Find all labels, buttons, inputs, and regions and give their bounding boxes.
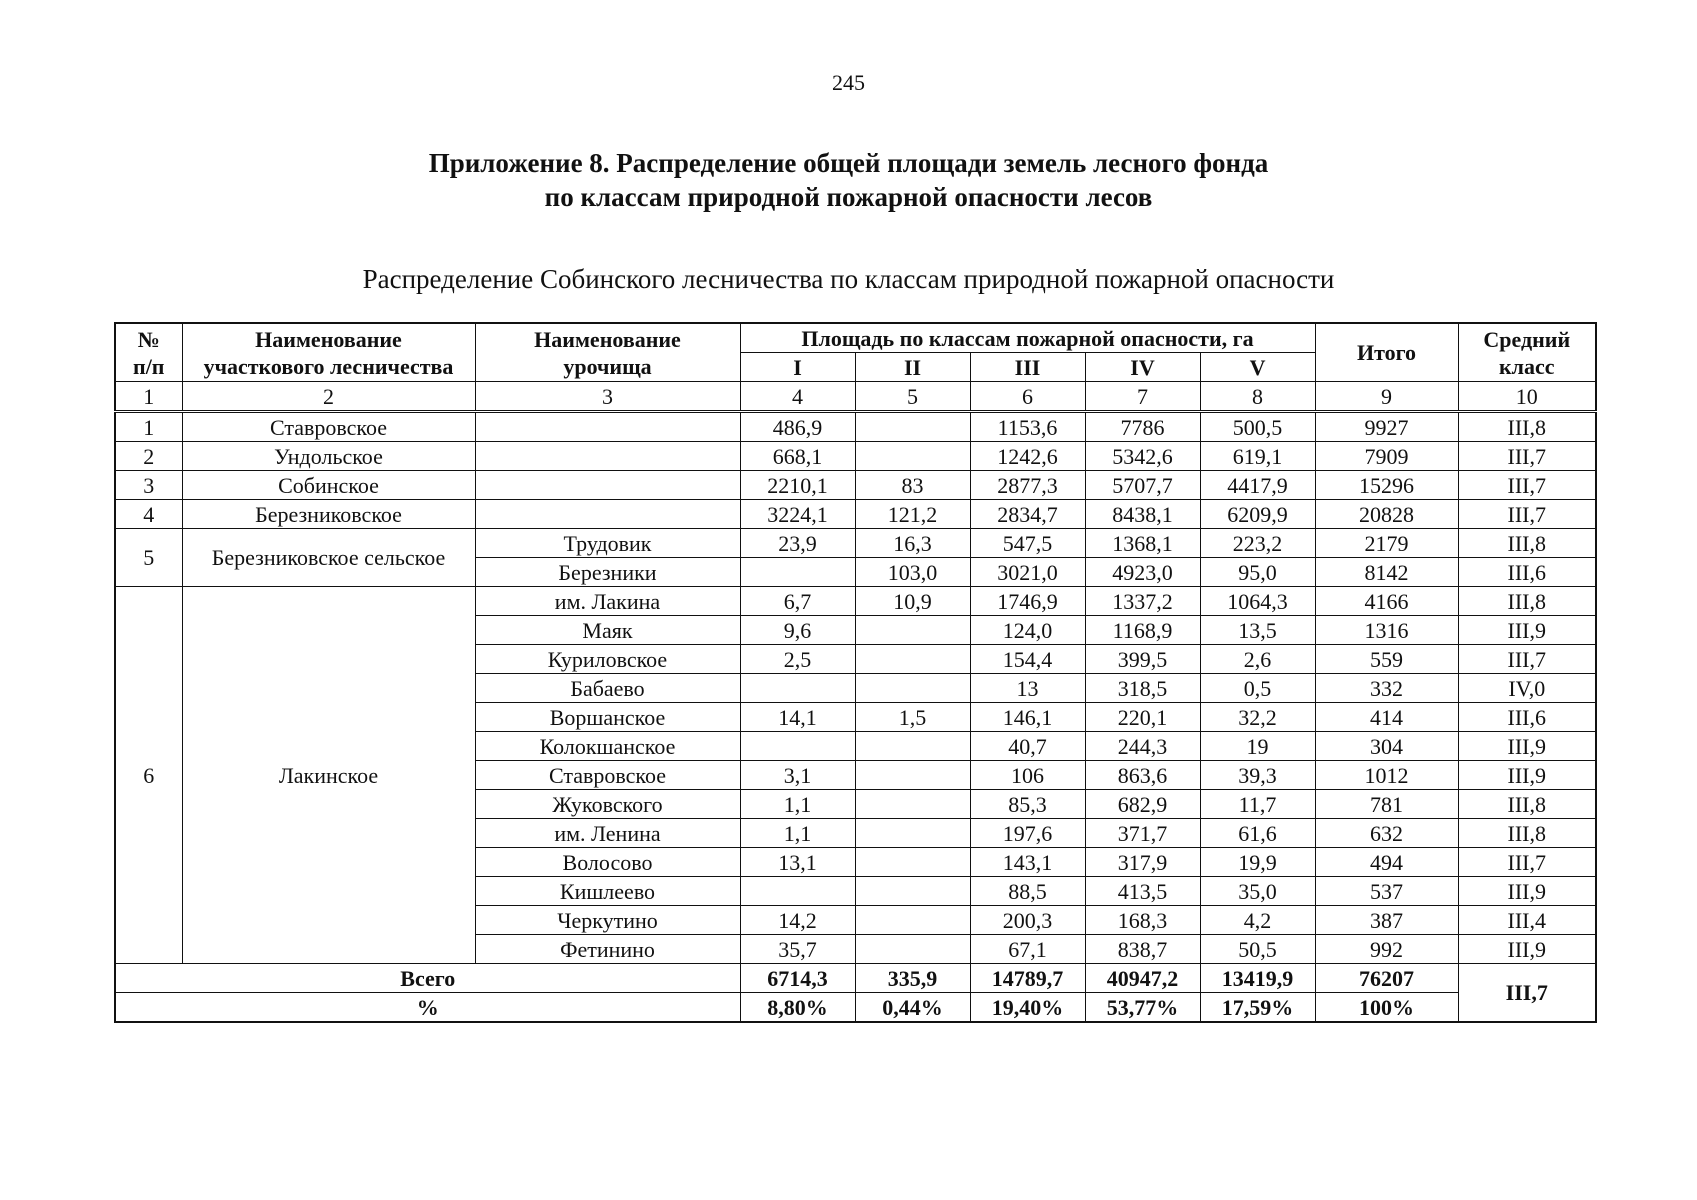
cell-class-3: 547,5 [970,529,1085,558]
percent-label: % [115,993,740,1023]
cell-class-5: 17,59% [1200,993,1315,1023]
cell-class-1 [740,558,855,587]
cell-class-5: 19 [1200,732,1315,761]
cell-class-3: 88,5 [970,877,1085,906]
cell-class-2: 0,44% [855,993,970,1023]
cell-tract [475,471,740,500]
cell-no: 5 [115,529,182,587]
cell-tract: Фетинино [475,935,740,964]
cell-class-2 [855,442,970,471]
cell-class-4: 413,5 [1085,877,1200,906]
cell-class-1: 35,7 [740,935,855,964]
cell-class-1: 14,1 [740,703,855,732]
cell-class-3: 146,1 [970,703,1085,732]
cell-class-4: 5342,6 [1085,442,1200,471]
column-number: 8 [1200,382,1315,412]
cell-class-5: 619,1 [1200,442,1315,471]
cell-tract: Воршанское [475,703,740,732]
cell-total: 7909 [1315,442,1458,471]
cell-avg: III,8 [1458,819,1596,848]
cell-class-2 [855,761,970,790]
cell-class-1: 3,1 [740,761,855,790]
cell-tract: Трудовик [475,529,740,558]
total-label: Всего [115,964,740,993]
cell-class-2: 103,0 [855,558,970,587]
cell-total: 387 [1315,906,1458,935]
cell-class-3: 143,1 [970,848,1085,877]
column-number: 2 [182,382,475,412]
cell-total: 537 [1315,877,1458,906]
cell-class-2 [855,674,970,703]
cell-class-3: 67,1 [970,935,1085,964]
cell-class-1: 486,9 [740,412,855,442]
cell-class-5: 50,5 [1200,935,1315,964]
cell-total: 1316 [1315,616,1458,645]
cell-district: Ундольское [182,442,475,471]
cell-total: 15296 [1315,471,1458,500]
cell-district: Собинское [182,471,475,500]
cell-class-2: 16,3 [855,529,970,558]
cell-avg: III,9 [1458,732,1596,761]
cell-tract [475,412,740,442]
cell-total: 2179 [1315,529,1458,558]
cell-class-2 [855,616,970,645]
cell-class-4: 317,9 [1085,848,1200,877]
cell-class-1 [740,732,855,761]
cell-class-1: 2,5 [740,645,855,674]
cell-total: 20828 [1315,500,1458,529]
cell-class-1: 6,7 [740,587,855,616]
cell-total: 76207 [1315,964,1458,993]
cell-total: 332 [1315,674,1458,703]
cell-class-2 [855,645,970,674]
cell-class-2 [855,732,970,761]
cell-class-1: 1,1 [740,819,855,848]
cell-class-4: 244,3 [1085,732,1200,761]
cell-class-4: 318,5 [1085,674,1200,703]
cell-tract: им. Ленина [475,819,740,848]
cell-class-2: 1,5 [855,703,970,732]
table-row [115,587,1596,616]
cell-total: 494 [1315,848,1458,877]
cell-no: 6 [115,587,182,964]
cell-class-3: 2877,3 [970,471,1085,500]
table-row [115,412,1596,442]
column-number: 4 [740,382,855,412]
cell-class-5: 6209,9 [1200,500,1315,529]
cell-class-5: 11,7 [1200,790,1315,819]
cell-class-4: 53,77% [1085,993,1200,1023]
cell-tract [475,442,740,471]
cell-class-3: 3021,0 [970,558,1085,587]
cell-avg: III,7 [1458,848,1596,877]
cell-total: 992 [1315,935,1458,964]
cell-class-1: 668,1 [740,442,855,471]
cell-class-2 [855,790,970,819]
cell-tract: Куриловское [475,645,740,674]
column-number: 1 [115,382,182,412]
cell-class-4: 4923,0 [1085,558,1200,587]
table-header [115,323,1596,382]
cell-class-4: 220,1 [1085,703,1200,732]
column-number: 5 [855,382,970,412]
table-row [115,529,1596,558]
header-avg-class: Средний класс [1458,323,1596,382]
cell-tract: Ставровское [475,761,740,790]
cell-avg: III,8 [1458,587,1596,616]
cell-class-5: 223,2 [1200,529,1315,558]
cell-class-5: 19,9 [1200,848,1315,877]
cell-class-4: 371,7 [1085,819,1200,848]
cell-class-2 [855,877,970,906]
cell-class-3: 200,3 [970,906,1085,935]
cell-class-5: 500,5 [1200,412,1315,442]
cell-class-4: 5707,7 [1085,471,1200,500]
cell-class-3: 40,7 [970,732,1085,761]
cell-total: 100% [1315,993,1458,1023]
cell-class-4: 1368,1 [1085,529,1200,558]
cell-avg: III,7 [1458,645,1596,674]
cell-district: Березниковское [182,500,475,529]
cell-class-1: 23,9 [740,529,855,558]
cell-class-3: 1746,9 [970,587,1085,616]
cell-class-2: 335,9 [855,964,970,993]
cell-class-3: 14789,7 [970,964,1085,993]
table-row [115,500,1596,529]
table-title: Распределение Собинского лесничества по классам природной пожарной опасности [362,264,1335,294]
cell-class-2 [855,412,970,442]
cell-avg: III,8 [1458,790,1596,819]
cell-tract: Волосово [475,848,740,877]
column-number: 6 [970,382,1085,412]
cell-tract: Черкутино [475,906,740,935]
cell-class-3: 154,4 [970,645,1085,674]
table-row [115,471,1596,500]
cell-avg: III,8 [1458,412,1596,442]
cell-class-1: 3224,1 [740,500,855,529]
cell-class-2: 10,9 [855,587,970,616]
cell-class-3: 19,40% [970,993,1085,1023]
header-district: Наименование участкового лесничества [182,323,475,382]
cell-total: 1012 [1315,761,1458,790]
cell-class-5: 35,0 [1200,877,1315,906]
overall-avg-class: III,7 [1458,964,1596,1023]
cell-class-3: 1153,6 [970,412,1085,442]
total-row [115,964,1596,993]
fire-danger-table [114,322,1597,1023]
column-number: 9 [1315,382,1458,412]
cell-avg: III,9 [1458,761,1596,790]
cell-no: 4 [115,500,182,529]
cell-class-4: 863,6 [1085,761,1200,790]
cell-class-2: 83 [855,471,970,500]
cell-avg: III,7 [1458,471,1596,500]
table-body [115,382,1596,1023]
header-class-1: I [740,353,855,382]
cell-class-2 [855,935,970,964]
cell-total: 414 [1315,703,1458,732]
cell-class-3: 1242,6 [970,442,1085,471]
cell-class-1: 2210,1 [740,471,855,500]
heading-line-2: по классам природной пожарной опасности лесов [544,182,1153,212]
cell-avg: III,9 [1458,616,1596,645]
cell-no: 2 [115,442,182,471]
cell-avg: III,9 [1458,935,1596,964]
cell-class-3: 197,6 [970,819,1085,848]
cell-tract: Маяк [475,616,740,645]
header-class-5: V [1200,353,1315,382]
header-no: № п/п [115,323,182,382]
cell-tract: Березники [475,558,740,587]
cell-class-5: 95,0 [1200,558,1315,587]
cell-total: 4166 [1315,587,1458,616]
cell-no: 3 [115,471,182,500]
page-heading [0,146,1697,214]
cell-total: 8142 [1315,558,1458,587]
cell-avg: III,9 [1458,877,1596,906]
cell-avg: III,6 [1458,703,1596,732]
cell-class-5: 13419,9 [1200,964,1315,993]
cell-class-1: 14,2 [740,906,855,935]
cell-no: 1 [115,412,182,442]
cell-district: Ставровское [182,412,475,442]
cell-class-5: 1064,3 [1200,587,1315,616]
cell-class-5: 32,2 [1200,703,1315,732]
header-class-2: II [855,353,970,382]
cell-class-3: 13 [970,674,1085,703]
cell-class-1: 8,80% [740,993,855,1023]
cell-class-1: 13,1 [740,848,855,877]
cell-class-4: 838,7 [1085,935,1200,964]
cell-class-4: 1337,2 [1085,587,1200,616]
header-area-group: Площадь по классам пожарной опасности, га [740,323,1315,353]
cell-class-4: 399,5 [1085,645,1200,674]
cell-tract: Кишлеево [475,877,740,906]
cell-class-5: 2,6 [1200,645,1315,674]
cell-class-2 [855,906,970,935]
cell-avg: III,4 [1458,906,1596,935]
page-number: 245 [832,70,865,95]
cell-class-2 [855,819,970,848]
cell-class-5: 39,3 [1200,761,1315,790]
cell-class-1 [740,877,855,906]
cell-class-1 [740,674,855,703]
cell-total: 559 [1315,645,1458,674]
column-numbers-row [115,382,1596,412]
cell-class-4: 40947,2 [1085,964,1200,993]
percent-row [115,993,1596,1023]
cell-district: Лакинское [182,587,475,964]
header-total: Итого [1315,323,1458,382]
cell-total: 304 [1315,732,1458,761]
cell-tract: Колокшанское [475,732,740,761]
cell-tract [475,500,740,529]
cell-class-5: 4,2 [1200,906,1315,935]
cell-class-5: 0,5 [1200,674,1315,703]
cell-class-4: 682,9 [1085,790,1200,819]
cell-class-1: 1,1 [740,790,855,819]
cell-total: 781 [1315,790,1458,819]
cell-class-3: 2834,7 [970,500,1085,529]
cell-class-4: 168,3 [1085,906,1200,935]
cell-class-5: 4417,9 [1200,471,1315,500]
cell-avg: III,7 [1458,500,1596,529]
cell-class-3: 106 [970,761,1085,790]
column-number: 7 [1085,382,1200,412]
cell-tract: Бабаево [475,674,740,703]
cell-class-3: 124,0 [970,616,1085,645]
table-row [115,442,1596,471]
cell-class-2: 121,2 [855,500,970,529]
cell-avg: III,8 [1458,529,1596,558]
cell-total: 632 [1315,819,1458,848]
cell-tract: им. Лакина [475,587,740,616]
cell-class-4: 7786 [1085,412,1200,442]
cell-avg: III,7 [1458,442,1596,471]
column-number: 10 [1458,382,1596,412]
cell-district: Березниковское сельское [182,529,475,587]
cell-class-3: 85,3 [970,790,1085,819]
cell-class-1: 9,6 [740,616,855,645]
column-number: 3 [475,382,740,412]
header-class-3: III [970,353,1085,382]
header-tract: Наименование урочища [475,323,740,382]
cell-avg: IV,0 [1458,674,1596,703]
cell-class-2 [855,848,970,877]
cell-avg: III,6 [1458,558,1596,587]
cell-class-1: 6714,3 [740,964,855,993]
heading-line-1: Приложение 8. Распределение общей площади земель лесного фонда [428,148,1269,178]
cell-tract: Жуковского [475,790,740,819]
cell-class-4: 1168,9 [1085,616,1200,645]
header-class-4: IV [1085,353,1200,382]
cell-total: 9927 [1315,412,1458,442]
cell-class-5: 61,6 [1200,819,1315,848]
cell-class-4: 8438,1 [1085,500,1200,529]
cell-class-5: 13,5 [1200,616,1315,645]
